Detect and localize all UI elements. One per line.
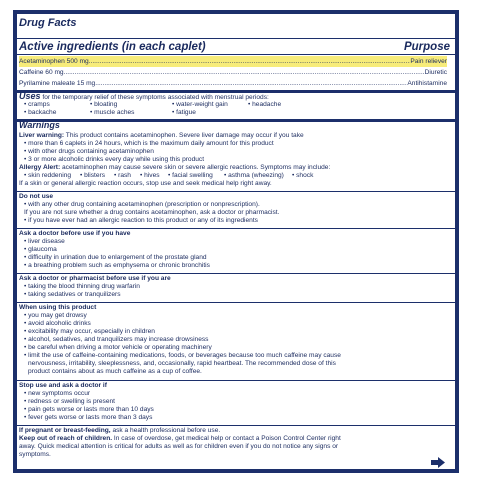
liver-warning-head: Liver warning: (19, 132, 65, 139)
use-item: • fatigue (172, 109, 196, 116)
ask-pharmacist-title: Ask a doctor or pharmacist before use if you are (19, 275, 171, 282)
uses-section (19, 93, 269, 102)
uses-row (24, 101, 50, 109)
ingredient-purpose: Pain reliever (410, 58, 447, 65)
section-divider (17, 119, 455, 122)
pregnant-text: ask a health professional before use. (112, 427, 221, 434)
uses-intro: for the temporary relief of these symptoms associated with menstrual periods: (42, 94, 269, 101)
divider (17, 380, 455, 381)
divider (17, 191, 455, 192)
allergy-end: If a skin or general allergic reaction occurs, stop use and seek medical help right away. (19, 180, 272, 187)
stop-use-item: • pain gets worse or lasts more than 10 days (24, 406, 154, 413)
stop-use-title: Stop use and ask a doctor if (19, 382, 107, 389)
when-using-item: • avoid alcoholic drinks (24, 320, 91, 327)
uses-row (172, 109, 196, 117)
ask-doctor-title: Ask a doctor before use if you have (19, 230, 131, 237)
ask-doctor-item: • glaucoma (24, 246, 57, 253)
pregnant-warning (19, 427, 220, 435)
do-not-use-item: • if you have ever had an allergic reaction to this product or any of its ingredients (24, 217, 258, 224)
uses-title: Uses (19, 91, 41, 101)
uses-row (172, 101, 228, 109)
active-ingredients-title: Active ingredients (in each caplet) (19, 41, 206, 53)
uses-row (90, 109, 134, 117)
liver-warning-text: This product contains acetaminophen. Severe liver damage may occur if you take (65, 132, 304, 139)
allergy-item: • blisters (80, 172, 106, 179)
ingredient-name: Acetaminophen 500 mg (19, 58, 89, 65)
ingredient-row (19, 56, 447, 67)
do-not-use-item: • with any other drug containing acetaminophen (prescription or nonprescription). (24, 201, 260, 208)
liver-item: • with other drugs containing acetaminophen (24, 148, 154, 155)
when-using-title: When using this product (19, 304, 97, 311)
when-using-item: product contains about as much caffeine as a cup of coffee. (28, 368, 202, 375)
ingredient-row (19, 67, 447, 78)
allergy-item: • shock (292, 172, 314, 179)
when-using-item: • excitability may occur, especially in children (24, 328, 155, 335)
reach-text-line: away. Quick medical attention is critical for adults as well as for children even if you do not notice any signs or (19, 443, 339, 450)
reach-warning (19, 435, 341, 443)
use-item: • bloating (90, 101, 118, 108)
allergy-item: • rash (114, 172, 131, 179)
ask-doctor-item: • difficulty in urination due to enlargement of the prostate gland (24, 254, 207, 261)
liver-item: • 3 or more alcoholic drinks every day while using this product (24, 156, 205, 163)
use-item: • cramps (24, 101, 50, 108)
do-not-use-title: Do not use (19, 193, 54, 200)
use-item: • water-weight gain (172, 101, 228, 108)
ingredient-name: Pyrilamine maleate 15 mg (19, 80, 96, 87)
ingredient-purpose: Antihistamine (407, 80, 447, 87)
allergy-alert (19, 164, 330, 172)
ingredient-purpose: Diuretic (424, 69, 447, 76)
reach-text: In case of overdose, get medical help or contact a Poison Control Center right (113, 435, 341, 442)
pregnant-head: If pregnant or breast-feeding, (19, 427, 111, 434)
divider (17, 38, 455, 39)
purpose-title: Purpose (403, 41, 450, 53)
stop-use-item: • fever gets worse or lasts more than 3 days (24, 414, 153, 421)
warnings-heading: Warnings (19, 120, 60, 130)
ingredient-name: Caffeine 60 mg (19, 69, 64, 76)
ask-pharmacist-item: • taking the blood thinning drug warfarin (24, 283, 140, 290)
allergy-item: • facial swelling (168, 172, 213, 179)
divider (17, 273, 455, 274)
use-item: • muscle aches (90, 109, 135, 116)
allergy-text: acetaminophen may cause severe skin or severe allergic reactions. Symptoms may include: (62, 164, 331, 171)
divider (17, 302, 455, 303)
uses-row (90, 101, 117, 109)
when-using-item: • alcohol, sedatives, and tranquilizers may increase drowsiness (24, 336, 209, 343)
when-using-item: • you may get drowsy (24, 312, 87, 319)
liver-warning (19, 132, 304, 140)
allergy-item: • hives (140, 172, 160, 179)
use-item: • headache (248, 101, 282, 108)
uses-row (248, 101, 281, 109)
arrow-right-icon (431, 457, 445, 468)
ingredient-row (19, 78, 447, 89)
divider (17, 228, 455, 229)
allergy-item: • skin reddening (24, 172, 72, 179)
allergy-item: • asthma (wheezing) (224, 172, 284, 179)
allergy-head: Allergy Alert: (19, 164, 61, 171)
warnings-title (19, 122, 60, 131)
ask-doctor-item: • a breathing problem such as emphysema or chronic bronchitis (24, 262, 210, 269)
ask-doctor-item: • liver disease (24, 238, 65, 245)
reach-head: Keep out of reach of children. (19, 435, 113, 442)
use-item: • backache (24, 109, 57, 116)
uses-row (24, 109, 56, 117)
drug-facts-title: Drug Facts (19, 17, 77, 29)
divider (17, 425, 455, 426)
divider (17, 54, 455, 55)
when-using-item: • limit the use of caffeine-containing medications, foods, or beverages because too much caffeine may cause (24, 352, 341, 359)
do-not-use-item: If you are not sure whether a drug contains acetaminophen, ask a doctor or pharmacist. (24, 209, 280, 216)
when-using-item: • be careful when driving a motor vehicle or operating machinery (24, 344, 212, 351)
reach-text-line: symptoms. (19, 451, 51, 458)
stop-use-item: • redness or swelling is present (24, 398, 115, 405)
stop-use-item: • new symptoms occur (24, 390, 91, 397)
when-using-item: nervousness, irritability, sleeplessness, and, occasionally, rapid heartbeat. The recommended dose of this (28, 360, 336, 367)
ask-pharmacist-item: • taking sedatives or tranquilizers (24, 291, 121, 298)
liver-item: • more than 6 caplets in 24 hours, which is the maximum daily amount for this product (24, 140, 274, 147)
